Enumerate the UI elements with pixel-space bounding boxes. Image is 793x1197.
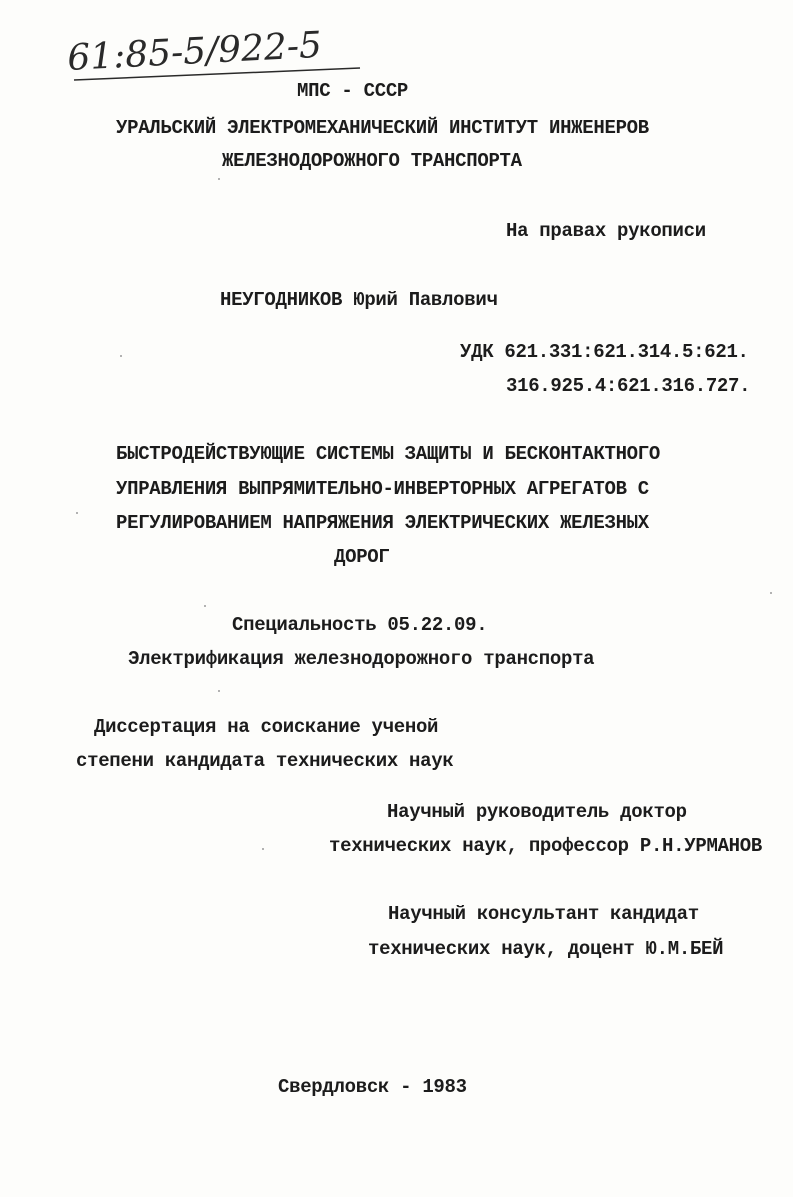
- scan-speck: [204, 605, 206, 607]
- consultant-line-2: технических наук, доцент Ю.М.БЕЙ: [368, 938, 724, 960]
- handwritten-archive-code: [66, 24, 368, 88]
- udk-line-1: УДК 621.331:621.314.5:621.: [460, 341, 749, 363]
- scan-speck: [770, 592, 772, 594]
- author-name: НЕУГОДНИКОВ Юрий Павлович: [220, 289, 498, 311]
- scan-speck: [218, 178, 220, 180]
- specialty-name: Электрификация железнодорожного транспорта: [128, 648, 595, 670]
- supervisor-line-1: Научный руководитель доктор: [387, 801, 687, 823]
- institute-line-2: ЖЕЛЕЗНОДОРОЖНОГО ТРАНСПОРТА: [222, 150, 522, 172]
- supervisor-line-2: технических наук, профессор Р.Н.УРМАНОВ: [329, 835, 762, 857]
- institute-line-1: УРАЛЬСКИЙ ЭЛЕКТРОМЕХАНИЧЕСКИЙ ИНСТИТУТ ИНЖЕНЕРОВ: [116, 117, 649, 139]
- title-line-1: БЫСТРОДЕЙСТВУЮЩИЕ СИСТЕМЫ ЗАЩИТЫ И БЕСКОНТАКТНОГО: [116, 443, 660, 465]
- scan-speck: [76, 512, 78, 514]
- ministry-line: МПС - СССР: [297, 80, 409, 102]
- consultant-line-1: Научный консультант кандидат: [388, 903, 699, 925]
- scan-speck: [218, 690, 220, 692]
- handwritten-archive-code-text: 61:85-5/922-5: [66, 24, 323, 79]
- title-line-2: УПРАВЛЕНИЯ ВЫПРЯМИТЕЛЬНО-ИНВЕРТОРНЫХ АГРЕГАТОВ С: [116, 478, 649, 500]
- title-line-4: ДОРОГ: [334, 546, 390, 568]
- rights-note: На правах рукописи: [506, 220, 706, 242]
- scan-speck: [262, 848, 264, 850]
- title-line-3: РЕГУЛИРОВАНИЕМ НАПРЯЖЕНИЯ ЭЛЕКТРИЧЕСКИХ ЖЕЛЕЗНЫХ: [116, 512, 649, 534]
- dissertation-line-1: Диссертация на соискание ученой: [94, 716, 439, 738]
- footer-city-year: Свердловск - 1983: [278, 1076, 467, 1098]
- dissertation-line-2: степени кандидата технических наук: [76, 750, 454, 772]
- scan-speck: [120, 355, 122, 357]
- udk-line-2: 316.925.4:621.316.727.: [506, 375, 751, 397]
- handwritten-archive-code-graphic: [66, 24, 368, 88]
- specialty-number: Специальность 05.22.09.: [232, 614, 488, 636]
